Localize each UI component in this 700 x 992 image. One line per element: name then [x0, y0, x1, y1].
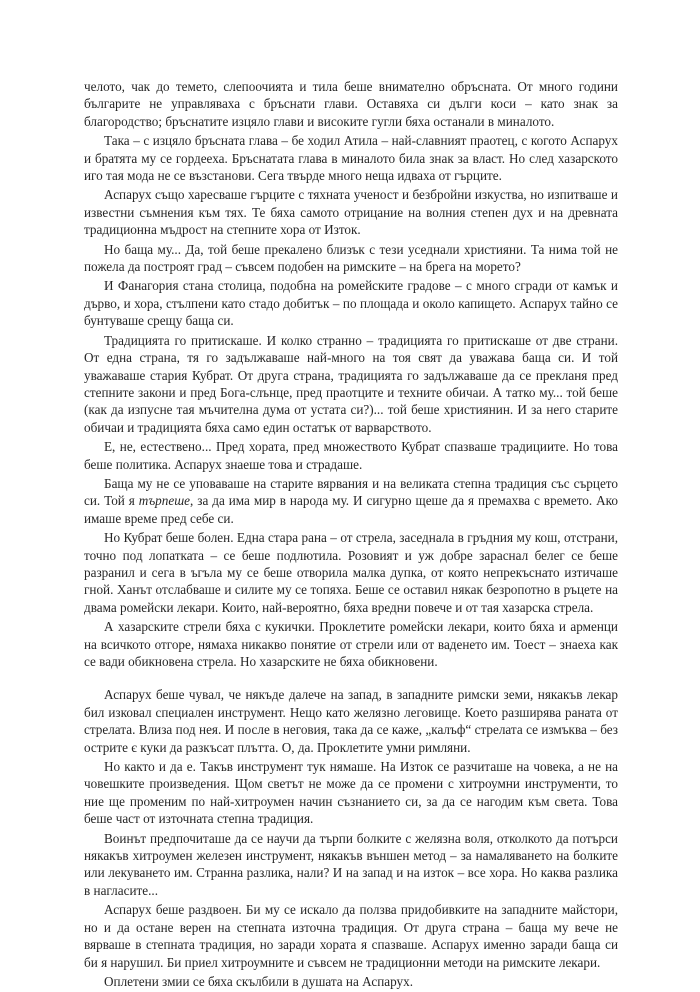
paragraph: Традицията го притискаше. И колко странно – традицията го притискаше от две страни. От една страна, тя го задължаваше най-много на тоя свят да уважава баща си. И той уважаваше стария Кубрат. От друга страна, традицията го задължаваше да се прекланя пред степните закони и пред Бога-слънце, пред праотците и техните обичаи. А татко му... той беше (как да изпусне тая мъчителна дума от устата си?)... той беше християнин. И за него старите обичаи и традицията бяха само един остатък от варварството. — [84, 332, 618, 435]
paragraph: Но баща му... Да, той беше прекалено близък с тези уседнали християни. Та нима той не пожела да построят град – съвсем подобен на римските – на брега на морето? — [84, 241, 618, 275]
paragraph: Аспарух също харесваше гърците с тяхната ученост и безбройни изкуства, но изпитваше и известни съмнения към тях. Те бяха самото отрицание на волния степен дух и на древната традиционна мъдрост на степните хора от Изток. — [84, 187, 618, 238]
document-body — [84, 78, 618, 992]
paragraph: челото, чак до темето, слепоочията и тила беше внимателно обръсната. От много години българите не управляваха с бръснати глави. Оставяха си дълги коси – като знак за благородство; бръснатите изцяло глави и високите гугли бяха останали в миналото. — [84, 79, 618, 129]
paragraph: А хазарските стрели бяха с кукички. Проклетите ромейски лекари, които бяха и арменци на всичкото отгоре, нямаха никакво понятие от стрели или от вадeнето им. Тоест – знаеха как се вади обикновена стрела. Но хазарските не бяха обикновени. — [84, 619, 618, 669]
paragraph: Оплетени змии се бяха скълбили в душата на Аспарух. — [104, 973, 414, 989]
paragraph: Аспарух беше чувал, че някъде далече на запад, в западните римски земи, някакъв лекар бил изковал специален инструмент. Нещо като желязно леговище. Което разширява раната от стрелата. Влиза под нея. И после в неговия, така да се каже, „калъф“ стрелата се измъква – без острите є куки да разкъсат плътта. О, да. Проклетите умни римляни. — [84, 687, 618, 755]
paragraph: Така – с изцяло бръсната глава – бе ходил Атила – най-славният праотец, с когото Аспарух и братята му се гордееха. Бръснатата глава в миналото била знак за власт. Но след хазарското иго тая мода не се възстанови. Сега твърде много неща идваха от гърците. — [84, 133, 618, 184]
paragraph-with-emphasis: Баща му не се уповаваше на старите вярвания и на великата степна традиция със сърцето си. Той я търпеше, за да има мир в народа му. И сигурно щеше да я премахва с времето. Ако имаше време пред себе си. — [84, 475, 618, 526]
paragraph: И Фанагория стана столица, подобна на ромейските градове – с много сгради от камък и дърво, и хора, стълпени като стадо добитък – по площада и около капището. Аспарух тайно се бунтуваше срещу баща си. — [84, 278, 618, 329]
paragraph: Но Кубрат беше болен. Една стара рана – от стрела, заседнала в гръдния му кош, отстрани, точно под лопатката – се беше подлютила. Розовият и уж добре зараснал белег се беше разранил и сега в ъгъла му се беше отворила малка дупка, от която непрекъснато изтичаше гной. Ханът отслабваше и силите му се топяха. Беше се оставил някак безропотно в ръцете на двама ромейски лекари. Които, най-вероятно, бяха вредни повече и от тая хазарска стрела. — [84, 530, 618, 615]
emphasized-word: търпеше — [138, 493, 191, 509]
paragraph: Е, не, естествено... Пред хората, пред множеството Кубрат спазваше традициите. Но това беше политика. Аспарух знаеше това и страдаше. — [84, 439, 618, 472]
paragraph: Воинът предпочиташе да се научи да търпи болките с желязна воля, отколкото да потърси някакъв хитроумен железен инструмент, някакъв външен метод – за намаляването на болките или лекуването им. Странна разлика, нали? И на запад и на изток – все хора. Но каква разлика в нагласите... — [84, 830, 618, 898]
paragraph: Аспарух беше раздвоен. Би му се искало да ползва придобивките на западните майстори, но и да остане верен на степната източна традиция. От друга страна – баща му вече не вярваше в степната традиция, но заради хората я спазваше. Аспарух именно заради баща си би я нарушил. Би приел хитроумните и съвсем не традиционни методи на римските лекари. — [84, 902, 618, 970]
paragraph: Но както и да е. Такъв инструмент тук нямаше. На Изток се разчиташе на човека, а не на човешките произведения. Щом светът не може да се промени с хитроумни инструменти, то ние ще променим по най-хитроумен начин съзнанието си, за да се нагодим към света. Това беше част от източната степна традиция. — [84, 759, 618, 827]
